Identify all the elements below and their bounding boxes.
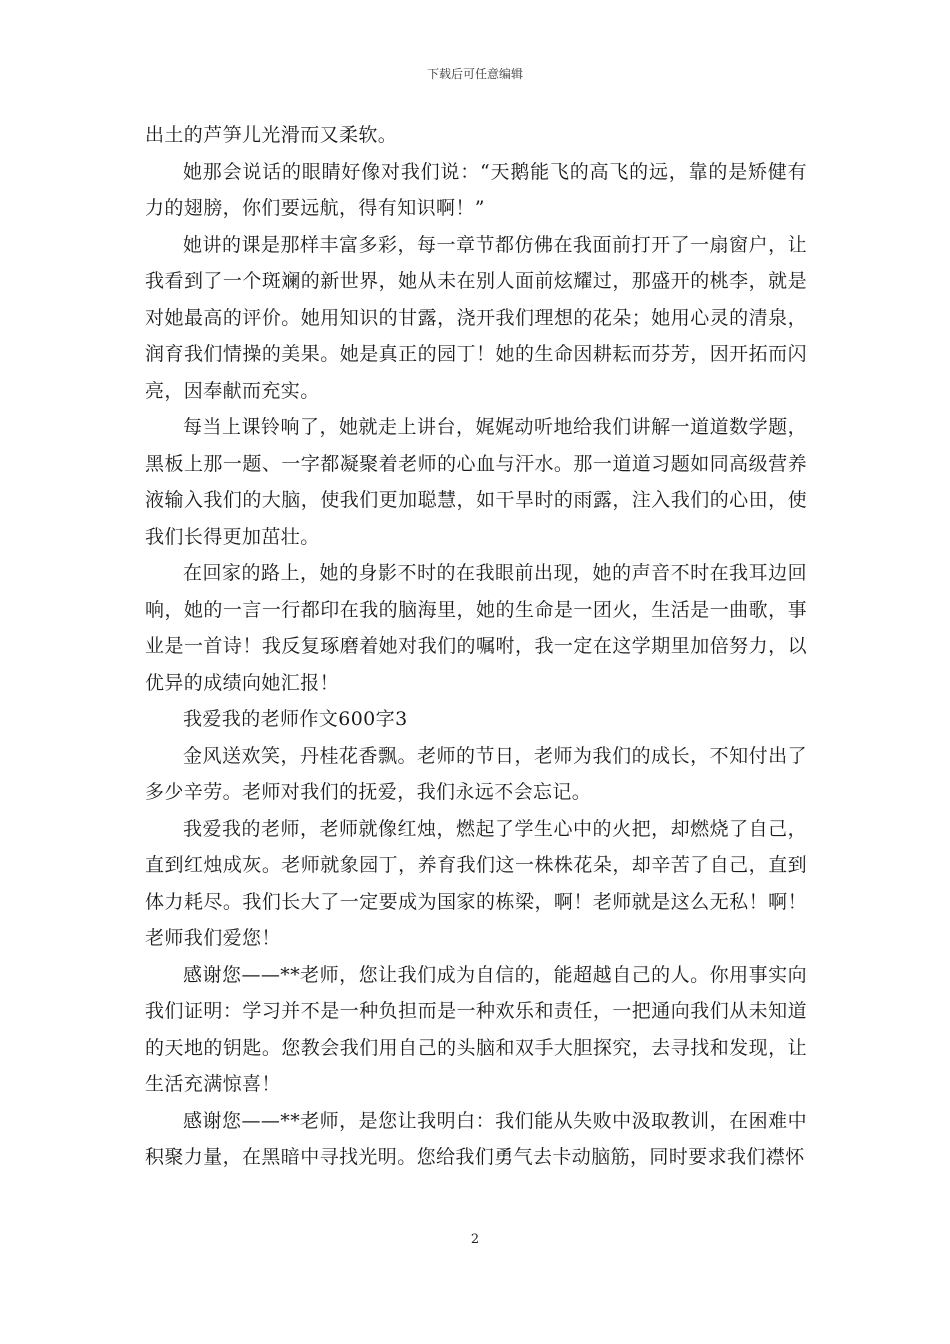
- paragraph: 她那会说话的眼睛好像对我们说：“天鹅能飞的高飞的远，靠的是矫健有力的翅膀，你们要远航，得有知识啊！”: [145, 160, 807, 219]
- paragraph: 在回家的路上，她的身影不时的在我眼前出现，她的声音不时在我耳边回响，她的一言一行都印在我的脑海里，她的生命是一团火，生活是一曲歌，事业是一首诗！我反复琢磨着她对我们的嘱咐，我一定在这学期里加倍努力，以优异的成绩向她汇报！: [145, 562, 807, 694]
- paragraph: 金风送欢笑，丹桂花香飘。老师的节日，老师为我们的成长，不知付出了多少辛劳。老师对我们的抚爱，我们永远不会忘记。: [145, 744, 807, 803]
- paragraph: 我爱我的老师，老师就像红烛，燃起了学生心中的火把，却燃烧了自己，直到红烛成灰。老师就象园丁，养育我们这一株株花朵，却辛苦了自己，直到体力耗尽。我们长大了一定要成为国家的栋梁，啊！老师就是这么无私！啊！老师我们爱您！: [145, 817, 807, 949]
- page-number: 2: [470, 1232, 480, 1247]
- paragraph: 感谢您——**老师，是您让我明白：我们能从失败中汲取教训，在困难中积聚力量，在黑暗中寻找光明。您给我们勇气去卡动脑筋，同时要求我们襟怀: [145, 1109, 807, 1168]
- section-heading: 我爱我的老师作文600字3: [183, 708, 408, 730]
- paragraph: 感谢您——**老师，您让我们成为自信的，能超越自己的人。你用事实向我们证明：学习并不是一种负担而是一种欢乐和责任，一把通向我们从未知道的天地的钥匙。您教会我们用自己的头脑和双手大胆探究，去寻找和发现，让生活充满惊喜！: [145, 963, 807, 1095]
- paragraph: 她讲的课是那样丰富多彩，每一章节都仿佛在我面前打开了一扇窗户，让我看到了一个斑斓的新世界，她从未在别人面前炫耀过，那盛开的桃李，就是对她最高的评价。她用知识的甘露，浇开我们理想的花朵；她用心灵的清泉，润育我们情操的美果。她是真正的园丁！她的生命因耕耘而芬芳，因开拓而闪亮，因奉献而充实。: [145, 233, 807, 402]
- document-body: [145, 117, 807, 1176]
- page-header-note: 下载后可任意编辑: [426, 67, 523, 81]
- paragraph: 出土的芦笋儿光滑而又柔软。: [145, 124, 398, 146]
- paragraph: 每当上课铃响了，她就走上讲台，娓娓动听地给我们讲解一道道数学题，黑板上那一题、一字都凝聚着老师的心血与汗水。那一道道习题如同高级营养液输入我们的大脑，使我们更加聪慧，如干旱时的雨露，注入我们的心田，使我们长得更加茁壮。: [145, 416, 807, 548]
